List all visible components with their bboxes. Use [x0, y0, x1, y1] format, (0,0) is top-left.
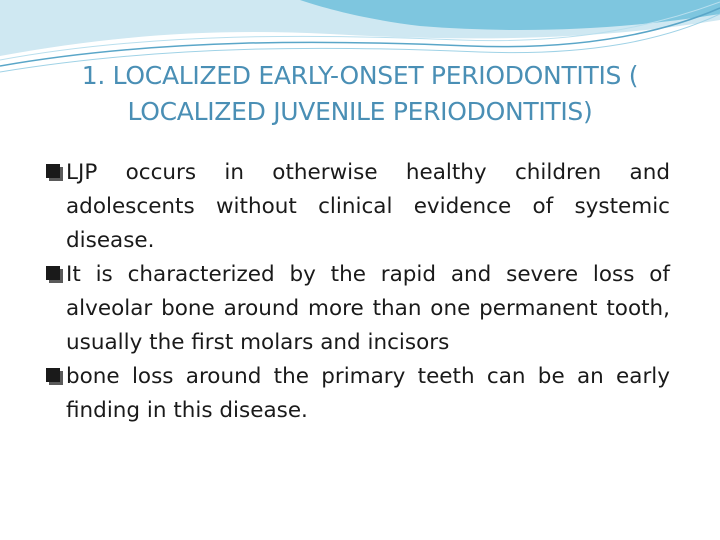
bullet-text: bone loss around the primary teeth can be an early finding in this disease.: [66, 364, 670, 423]
checkbox-bullet-icon: [45, 163, 65, 183]
checkbox-bullet-icon: [45, 265, 65, 285]
bullet-text: It is characterized by the rapid and severe loss of alveolar bone around more than one permanent tooth, usually the first molars and incisors: [66, 262, 670, 355]
list-item: [45, 156, 670, 258]
list-item: [45, 360, 670, 428]
slide-title: 1. LOCALIZED EARLY-ONSET PERIODONTITIS ( LOCALIZED JUVENILE PERIODONTITIS): [81, 61, 639, 126]
list-item: [45, 258, 670, 360]
checkbox-bullet-icon: [45, 367, 65, 387]
bullet-text: LJP occurs in otherwise healthy children and adolescents without clinical evidence of systemic disease.: [66, 160, 670, 253]
bullet-list: [45, 156, 670, 428]
